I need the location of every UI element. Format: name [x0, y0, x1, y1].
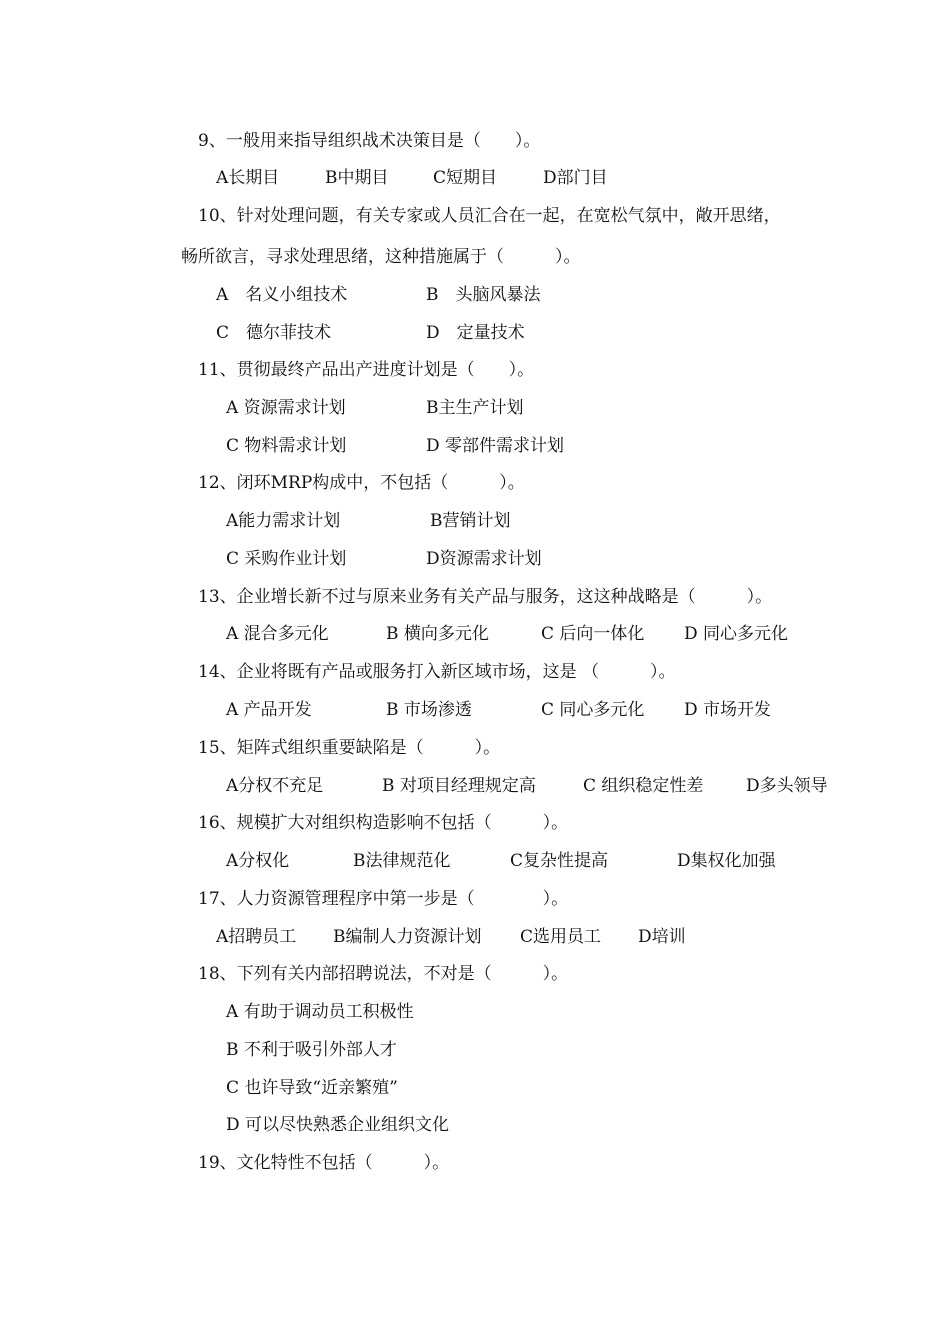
question-14-option-d: D 市场开发: [684, 700, 772, 720]
question-17-option-a: A招聘员工: [216, 927, 297, 947]
question-11: 11、贯彻最终产品出产进度计划是（ ）。: [198, 360, 535, 380]
question-19: 19、文化特性不包括（ ）。: [198, 1153, 450, 1173]
question-15-option-d: D多头领导: [746, 776, 828, 796]
question-14-option-c: C 同心多元化: [541, 700, 645, 720]
question-18-option-c: C 也许导致“近亲繁殖”: [226, 1078, 398, 1098]
question-14: 14、企业将既有产品或服务打入新区域市场，这是 （ ）。: [198, 662, 676, 682]
question-12-option-c: C 采购作业计划: [226, 549, 347, 569]
question-13-option-d: D 同心多元化: [684, 624, 789, 644]
question-17-option-d: D培训: [638, 927, 686, 947]
question-18-option-a: A 有助于调动员工积极性: [226, 1002, 414, 1022]
question-18-option-d: D 可以尽快熟悉企业组织文化: [226, 1115, 450, 1135]
question-13-option-b: B 横向多元化: [386, 624, 489, 644]
question-14-option-b: B 市场渗透: [386, 700, 472, 720]
question-11-option-a: A 资源需求计划: [226, 398, 346, 418]
question-9-option-d: D部门目: [543, 168, 608, 188]
question-13-option-a: A 混合多元化: [226, 624, 329, 644]
question-9-option-b: B中期目: [325, 168, 389, 188]
question-18-option-b: B 不利于吸引外部人才: [226, 1040, 397, 1060]
question-10-option-b: B 头脑风暴法: [426, 285, 541, 305]
question-17-option-b: B编制人力资源计划: [333, 927, 482, 947]
question-10-option-a: A 名义小组技术: [216, 285, 348, 305]
question-15-option-b: B 对项目经理规定高: [382, 776, 536, 796]
question-18: 18、下列有关内部招聘说法，不对是（ ）。: [198, 964, 569, 984]
question-11-option-d: D 零部件需求计划: [426, 436, 565, 456]
question-11-option-c: C 物料需求计划: [226, 436, 347, 456]
question-16-option-b: B法律规范化: [353, 851, 451, 871]
question-16-option-c: C复杂性提高: [510, 851, 609, 871]
question-17-option-c: C选用员工: [520, 927, 602, 947]
question-10-line-2: 畅所欲言，寻求处理思绪，这种措施属于（ ）。: [181, 247, 581, 267]
question-12-option-a: A能力需求计划: [226, 511, 341, 531]
question-14-option-a: A 产品开发: [226, 700, 312, 720]
question-12-option-d: D资源需求计划: [426, 549, 542, 569]
question-16: 16、规模扩大对组织构造影响不包括（ ）。: [198, 813, 569, 833]
question-12-option-b: B营销计划: [430, 511, 511, 531]
question-11-option-b: B主生产计划: [426, 398, 524, 418]
question-10-option-c: C 德尔菲技术: [216, 323, 332, 343]
question-9-option-c: C短期目: [433, 168, 498, 188]
question-12: 12、闭环MRP构成中，不包括（ ）。: [198, 473, 525, 493]
question-9-option-a: A长期目: [216, 168, 280, 188]
question-10-option-d: D 定量技术: [426, 323, 525, 343]
question-9: 9、一般用来指导组织战术决策目是（ ）。: [198, 131, 541, 151]
question-16-option-a: A分权化: [226, 851, 290, 871]
question-13: 13、企业增长新不过与原来业务有关产品与服务，这这种战略是（ ）。: [198, 587, 773, 607]
question-10-line-1: 10、针对处理问题，有关专家或人员汇合在一起，在宽松气氛中，敞开思绪，: [198, 206, 781, 226]
question-16-option-d: D集权化加强: [677, 851, 776, 871]
question-15-option-c: C 组织稳定性差: [583, 776, 704, 796]
question-17: 17、人力资源管理程序中第一步是（ ）。: [198, 889, 569, 909]
question-15: 15、矩阵式组织重要缺陷是（ ）。: [198, 738, 501, 758]
question-15-option-a: A分权不充足: [226, 776, 324, 796]
question-13-option-c: C 后向一体化: [541, 624, 645, 644]
